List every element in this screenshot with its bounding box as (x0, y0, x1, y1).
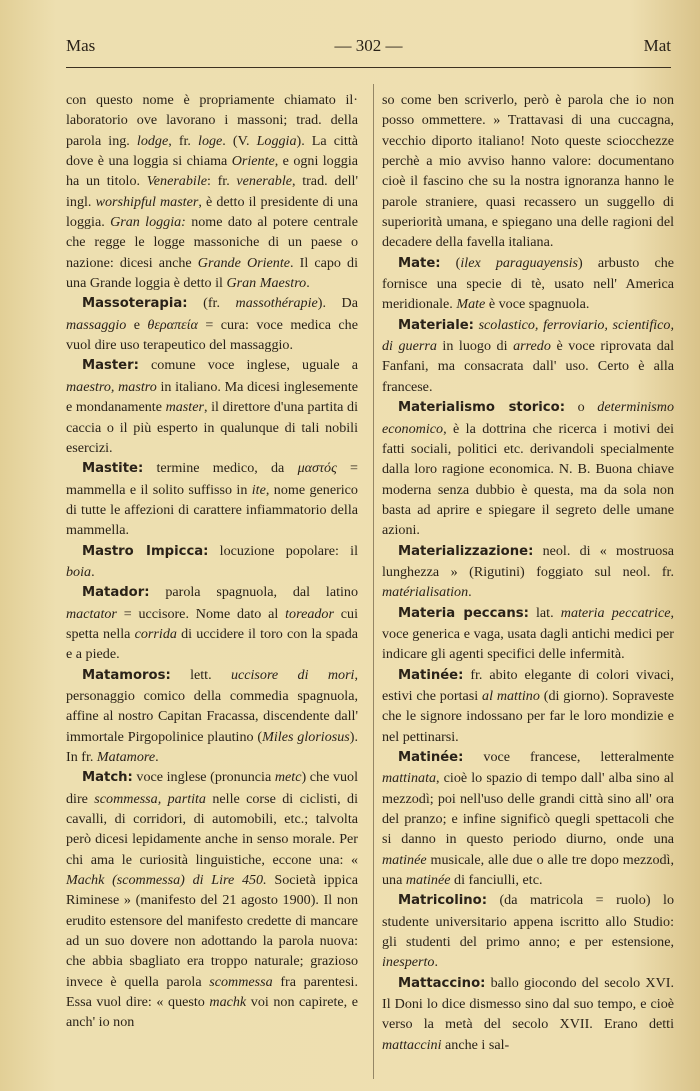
italic-text: Matamore (96, 749, 156, 765)
italic-text: θεραπεία (147, 316, 198, 333)
italic-text: toreador (285, 605, 334, 622)
italic-text: mattaccini (382, 1036, 442, 1053)
body-text: è voce riprovata dal Fanfani, ma consacrata dall' uso. Certo è alla francese. (382, 338, 675, 395)
body-text: neol. di « mostruosa lunghezza » (Rigutini) foggiato sul neol. fr. (382, 542, 674, 580)
body-text: lett. (170, 666, 231, 683)
left-column (66, 90, 358, 1033)
body-text: in italiano. Ma dicesi inglesemente e mondanamente (66, 378, 358, 416)
body-text: = cura: voce medica che vuol dire uso terapeutico del massaggio. (66, 316, 358, 354)
continued-paragraph (66, 90, 358, 293)
italic-text: boia (66, 563, 92, 580)
body-text: . (V. (222, 132, 257, 149)
entry-headword: Matamoros: (82, 667, 171, 683)
dictionary-entry (382, 890, 674, 972)
italic-text: maestro, mastro (66, 378, 157, 395)
italic-text: materia peccatrice (560, 604, 671, 621)
body-text: con questo nome è propriamente chiamato il· laboratorio ove lavorano i massoni; trad. della parola ing. (66, 92, 358, 149)
body-text: ) che vuol dire (66, 769, 359, 807)
italic-text: scommessa, partita (94, 790, 206, 807)
italic-text: ilex paraguayensis (460, 254, 579, 271)
body-text: in luogo di (436, 338, 514, 355)
body-text: ballo giocondo del secolo XVI. Il Doni lo dice dismesso sino dal suo tempo, e cioè verso la metà del secolo XVII. Erano detti (382, 974, 674, 1033)
header-left-guide-word: Mas (66, 36, 96, 55)
body-text: musicale, alle due o alle tre dopo mezzodì, una (382, 851, 674, 889)
body-text: ) arbusto che fornisce una specie di tè, usato nell' America meridionale. (382, 254, 674, 313)
italic-text: uccisore di mori (230, 666, 355, 683)
body-text: ( (440, 254, 461, 271)
italic-text: Oriente (231, 153, 275, 170)
dictionary-entry (382, 665, 674, 747)
body-text: comune voce inglese, uguale a (138, 357, 358, 374)
entry-headword: Matinée: (398, 750, 464, 765)
body-text: . (468, 584, 472, 601)
body-text: , è la dottrina che ricerca i motivi dei fatti sociali, politici etc. derivandoli specialmente dalla loro ragione economica. N. B. Buona chiave moderna senza dubbio è questa, ma da sola non basta ad aprire e spiegare il segreto delle umane azioni. (382, 420, 674, 539)
body-text: voi non capirete, e anch' io non (66, 994, 358, 1031)
body-text: fra parentesi. Essa vuol dire: « questo (66, 973, 358, 1011)
column-divider (373, 84, 374, 1079)
right-column (382, 90, 674, 1055)
italic-text: loge (198, 132, 223, 149)
body-text: . (91, 563, 95, 580)
entry-headword: Match: (82, 770, 133, 786)
italic-text: inesperto (382, 954, 435, 971)
italic-text: al mattino (482, 687, 540, 704)
italic-text: massothérapie (235, 295, 318, 312)
italic-text: matinée (382, 851, 427, 868)
italic-text: corrida (134, 625, 177, 642)
body-text: = uccisore. Nome dato al (116, 605, 286, 622)
entry-headword: Matricolino: (398, 893, 487, 909)
running-header (66, 36, 671, 62)
entry-headword: Materia peccans: (398, 605, 529, 621)
body-text: , fr. (168, 132, 199, 149)
dictionary-entry (382, 397, 674, 540)
entry-headword: Matador: (82, 585, 150, 601)
page-number: — 302 — (334, 36, 403, 55)
dictionary-entry (66, 355, 358, 458)
body-text: . Il capo di una Grande loggia è detto il (66, 254, 358, 292)
italic-text: scolastico, ferroviario, scientifico, di guerra (382, 316, 674, 355)
entry-headword: Matinée: (398, 667, 464, 683)
entry-headword: Mastite: (82, 461, 144, 477)
body-text: , voce generica e vaga, usata dagli antichi medici per indicare gli agenti specifici delle infermità. (382, 604, 674, 663)
body-text: , trad. dell' ingl. (66, 173, 358, 210)
body-text: , cioè lo spazio di tempo dall' alba sino al mezzodì; poi nell'uso delle grandi città sino all' ora del pranzo; e infine significò quegli spettacoli che si danno in questo periodo diurno, onde una (382, 770, 674, 848)
body-text: , personaggio comico della commedia spagnuola, affine al nostro Capitan Fracassa, discendente dall' immortale Pirgopolinice plautino ( (66, 666, 358, 745)
body-text: è voce spagnuola. (485, 296, 590, 313)
italic-text: Machk (scommessa) di Lire 450. (66, 872, 267, 889)
body-text: termine medico, da (143, 460, 298, 477)
italic-text: mactator (66, 605, 117, 622)
body-text: voce inglese (pronuncia (132, 769, 275, 786)
entry-headword: Master: (82, 358, 139, 374)
dictionary-entry (382, 541, 674, 603)
italic-text: master (165, 399, 204, 416)
body-text: fr. abito elegante di colori vivaci, estivi che portasi (382, 666, 674, 704)
body-text: , e ogni loggia ha un titolo. (66, 153, 358, 190)
body-text: cui spetta nella (66, 605, 358, 642)
entry-headword: Materiale: (398, 317, 474, 333)
header-rule (66, 67, 671, 68)
body-text: anche i sal- (441, 1036, 510, 1053)
italic-text: Loggia (256, 132, 297, 149)
italic-text: matérialisation (382, 584, 469, 601)
body-text: di uccidere il toro con la spada e a piede. (66, 625, 358, 663)
body-text: voce francese, letteralmente (463, 749, 674, 765)
body-text: di fanciulli, etc. (450, 872, 543, 889)
body-text: , il direttore d'una partita di caccia o il più esperto in qualunque di tali nobili esercizi. (66, 399, 358, 456)
italic-text: ite (251, 481, 266, 498)
italic-text: Miles gloriosus (262, 728, 350, 745)
entry-headword: Massoterapia: (82, 296, 188, 312)
body-text: o (564, 399, 598, 416)
italic-text: mattinata (382, 770, 437, 787)
body-text: Società ippica Riminese » (manifesto del 21 agosto 1900). Il non erudito estensore del manifesto credette di mancare ad un suo dovere non adottando la parola nuova: che abbia sbagliato era troppo naturale; grazioso invece è quella parola (66, 872, 359, 990)
body-text: : fr. (207, 173, 237, 190)
dictionary-entry (382, 603, 674, 665)
italic-text: lodge (136, 132, 169, 149)
italic-text: scommessa (209, 973, 273, 990)
italic-text: Grande Oriente (197, 254, 290, 271)
body-text: so come ben scriverlo, però è parola che io non posso ommettere. » Trattavasi di una cuccagna, vecchio diporto italiano! Noto queste sciocchezze perchè a mio avviso hanno valore: documentano cioè il fascino che su la nostra ignoranza hanno le parole straniere, quasi recassero un suggello di superiorità umana, e spiegano una delle ragioni del decadere della favella italiana. (382, 92, 674, 251)
italic-text: massaggio (66, 316, 127, 333)
body-text: . (434, 954, 438, 971)
body-text: e (126, 316, 148, 333)
body-text: ). In fr. (66, 728, 359, 765)
body-text: nelle corse di ciclisti, di cavalli, di corridori, di automobili, etc.; talvolta però dicesi lepidamente anche in senso morale. Per chi ama le curiosità linguistiche, eccone una: « (66, 790, 359, 868)
italic-text: matinée (405, 872, 451, 889)
entry-headword: Mastro Impicca: (82, 543, 209, 559)
body-text: locuzione popolare: il (208, 542, 358, 559)
italic-text: metc (274, 769, 302, 786)
body-text: = mammella e il solito suffisso in (66, 460, 358, 498)
italic-text: venerable (236, 173, 292, 190)
body-text: parola spagnuola, dal latino (149, 584, 358, 601)
italic-text: Mate (456, 296, 486, 313)
italic-text: determinismo economico (382, 399, 674, 437)
italic-text: μαστός (297, 460, 337, 477)
italic-text: Gran loggia: (110, 214, 186, 231)
entry-headword: Materializzazione: (398, 543, 534, 559)
continued-paragraph (382, 90, 674, 253)
italic-text: Venerabile (146, 173, 207, 190)
dictionary-entry (382, 973, 674, 1055)
italic-text: Gran Maestro (226, 275, 307, 292)
body-text: (di giorno). Sopraveste che le signore indossano per far le loro mondizie e nel pettinarsi. (382, 687, 674, 745)
body-text: . (155, 749, 159, 765)
dictionary-entry (66, 458, 358, 540)
body-text: ). La città dove è una loggia si chiama (66, 132, 359, 170)
entry-headword: Mattaccino: (398, 975, 486, 991)
dictionary-entry (66, 767, 358, 1032)
body-text: , è detto il presidente di una loggia. (66, 193, 358, 231)
body-text: . (306, 275, 310, 292)
body-text: ). Da (317, 295, 358, 312)
dictionary-entry (382, 315, 674, 397)
body-text: lat. (528, 604, 561, 621)
dictionary-entry (66, 293, 358, 355)
italic-text: machk (209, 994, 247, 1011)
dictionary-entry (66, 582, 358, 664)
body-text: nome dato al potere centrale che regge le logge massoniche di un paese o nazione: dicesi anche (66, 214, 358, 271)
dictionary-entry (66, 665, 358, 768)
body-text: (da matricola = ruolo) lo studente universitario appena iscritto allo Studio: gli studenti del primo anno; e per estensione, (382, 892, 674, 951)
body-text: , nome generico di tutte le affezioni di carattere infiammatorio della mammella. (66, 481, 358, 539)
entry-headword: Materialismo storico: (398, 400, 565, 416)
italic-text: arredo (513, 338, 551, 355)
dictionary-entry (382, 747, 674, 890)
entry-headword: Mate: (398, 255, 441, 271)
header-right-guide-word: Mat (643, 36, 671, 55)
dictionary-entry (66, 541, 358, 583)
body-text: (fr. (187, 295, 236, 312)
italic-text: worshipful master (95, 193, 199, 210)
dictionary-entry (382, 253, 674, 315)
